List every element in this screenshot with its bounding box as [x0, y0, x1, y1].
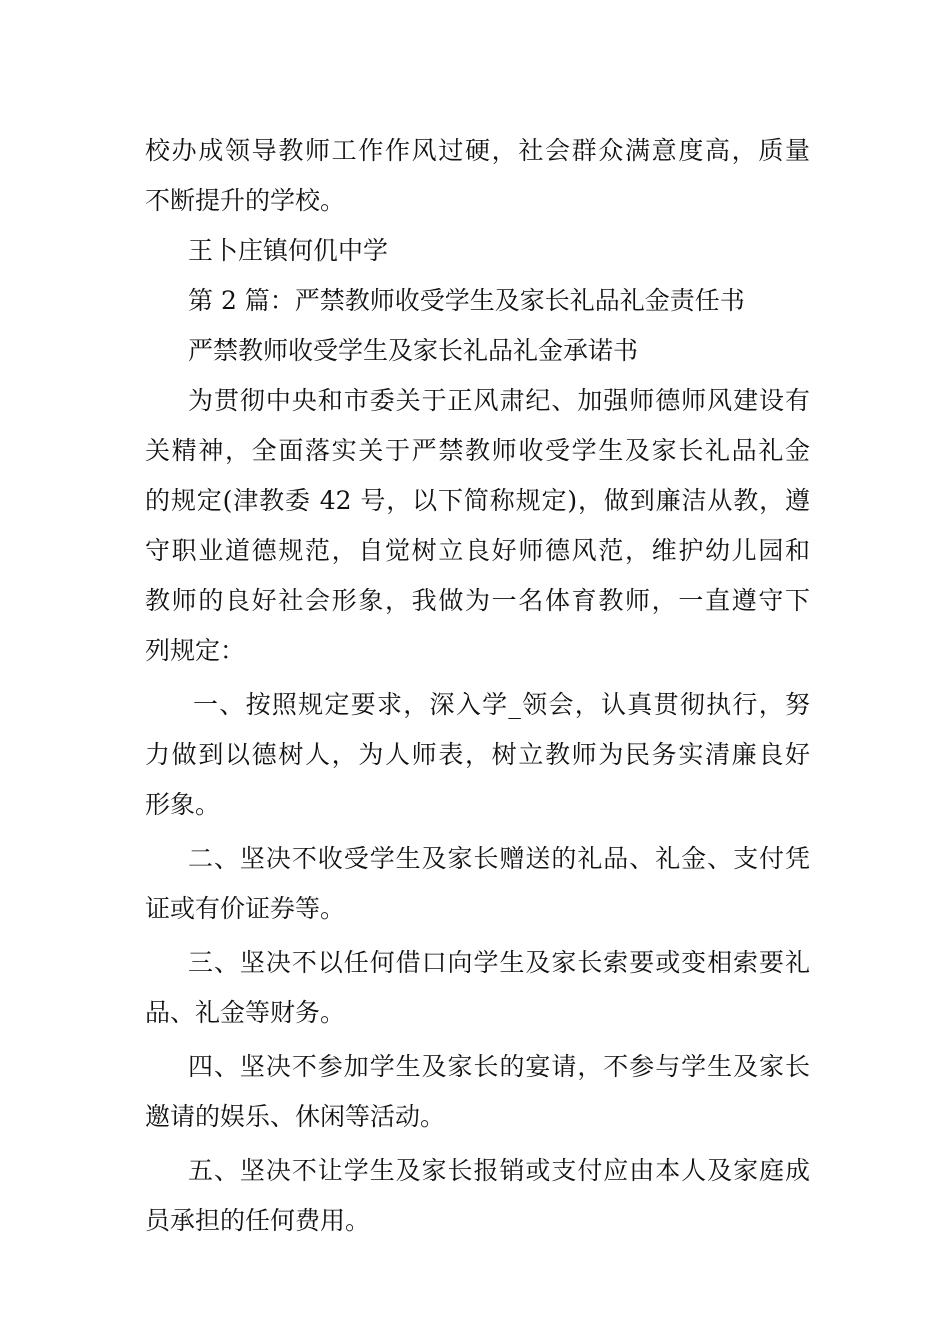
- document-body: [145, 126, 810, 1246]
- list-item-2: 二、坚决不收受学生及家长赠送的礼品、礼金、支付凭: [188, 844, 810, 873]
- text-line: 形象。: [145, 790, 221, 819]
- list-item-4: 四、坚决不参加学生及家长的宴请，不参与学生及家长: [188, 1052, 810, 1081]
- text-line: 员承担的任何费用。: [145, 1206, 371, 1235]
- text-line: 为贯彻中央和市委关于正风肃纪、加强师德师风建设有: [188, 386, 810, 415]
- list-item-5: 五、坚决不让学生及家长报销或支付应由本人及家庭成: [188, 1156, 810, 1185]
- text-line: 邀请的娱乐、休闲等活动。: [145, 1102, 446, 1131]
- list-item-3: 三、坚决不以任何借口向学生及家长索要或变相索要礼: [188, 948, 810, 977]
- text-line: 证或有价证券等。: [145, 894, 346, 923]
- text-line: 守职业道德规范，自觉树立良好师德风范，维护幼儿园和: [145, 536, 810, 565]
- text-line: 教师的良好社会形象，我做为一名体育教师，一直遵守下: [145, 586, 810, 615]
- text-line: 校办成领导教师工作作风过硬，社会群众满意度高，质量: [145, 136, 810, 165]
- list-item-1: 一、按照规定要求，深入学_领会，认真贯彻执行，努: [193, 690, 810, 719]
- text-line: 关精神，全面落实关于严禁教师收受学生及家长礼品礼金: [145, 436, 810, 465]
- text-line: 的规定(津教委 42 号，以下简称规定)，做到廉洁从教，遵: [145, 486, 810, 515]
- text-line: 品、礼金等财务。: [145, 998, 346, 1027]
- document-title: 严禁教师收受学生及家长礼品礼金承诺书: [188, 336, 639, 365]
- school-name: 王卜庄镇何仉中学: [188, 236, 389, 265]
- section-heading: 第 2 篇：严禁教师收受学生及家长礼品礼金责任书: [188, 286, 745, 315]
- text-line: 不断提升的学校。: [145, 186, 346, 215]
- text-line: 列规定：: [145, 636, 246, 665]
- text-line: 力做到以德树人，为人师表，树立教师为民务实清廉良好: [145, 740, 810, 769]
